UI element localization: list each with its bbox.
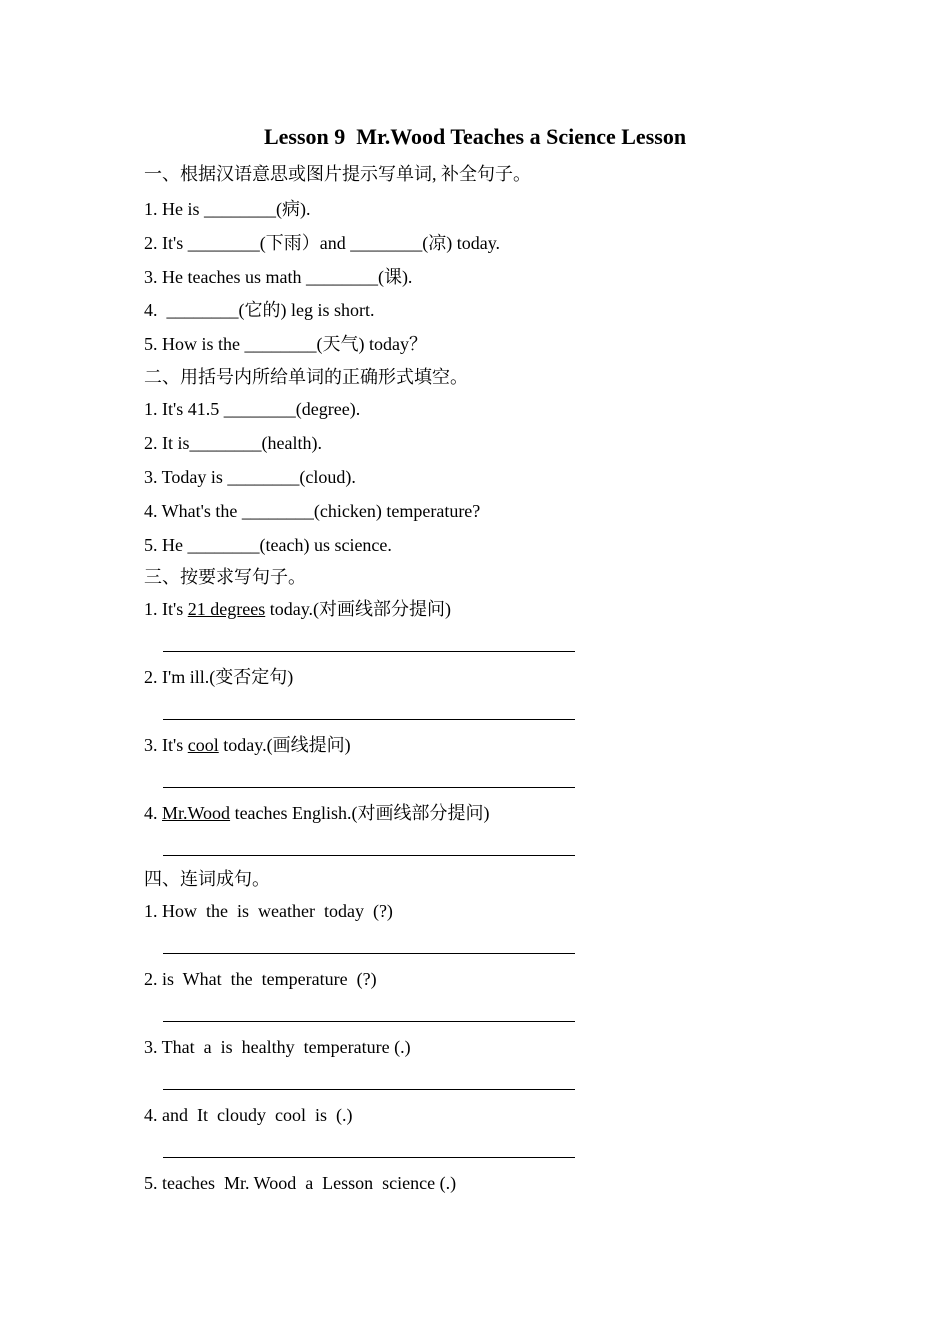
s2-question-2: 2. It is________(health). [144, 433, 322, 453]
s4-question-4: 4. and It cloudy cool is (.) [144, 1105, 353, 1125]
s1-question-5: 5. How is the ________(天气) today？ [144, 334, 427, 354]
s3-q4-pre: 4. [144, 803, 162, 823]
s3-question-3 [144, 733, 351, 757]
s2-question-5: 5. He ________(teach) us science. [144, 535, 392, 555]
s2-question-4: 4. What's the ________(chicken) temperature? [144, 501, 481, 521]
answer-line[interactable] [163, 953, 575, 954]
answer-line[interactable] [163, 1089, 575, 1090]
s3-q4-underlined: Mr.Wood [162, 803, 231, 823]
answer-line[interactable] [163, 855, 575, 856]
s4-question-3: 3. That a is healthy temperature (.) [144, 1037, 411, 1057]
page-title: Lesson 9 Mr.Wood Teaches a Science Lesson [263, 124, 687, 149]
s3-q4-post: teaches English.(对画线部分提问) [230, 803, 490, 823]
answer-line[interactable] [163, 1157, 575, 1158]
s3-q3-underlined: cool [187, 735, 219, 755]
s3-q2-pre: 2. I'm ill.(变否定句) [144, 667, 294, 687]
s1-question-4: 4. ________(它的) leg is short. [144, 300, 375, 320]
answer-line[interactable] [163, 651, 575, 652]
s3-q3-post: today.(画线提问) [218, 735, 351, 755]
s1-question-3: 3. He teaches us math ________(课). [144, 267, 413, 287]
answer-line[interactable] [163, 787, 575, 788]
s3-q1-pre: 1. It's [144, 599, 188, 619]
s3-question-2 [144, 665, 293, 689]
answer-line[interactable] [163, 1021, 575, 1022]
answer-line[interactable] [163, 719, 575, 720]
section-2-heading: 二、用括号内所给单词的正确形式填空。 [144, 367, 468, 387]
s1-question-2: 2. It's ________(下雨）and ________(凉) today. [144, 233, 501, 253]
section-1-heading: 一、根据汉语意思或图片提示写单词, 补全句子。 [144, 164, 531, 184]
s4-question-5: 5. teaches Mr. Wood a Lesson science (.) [144, 1173, 457, 1193]
s3-question-1 [144, 597, 451, 621]
s1-question-1: 1. He is ________(病). [144, 199, 311, 219]
s4-question-1: 1. How the is weather today (?) [144, 901, 393, 921]
s3-q1-underlined: 21 degrees [187, 599, 266, 619]
s3-q3-pre: 3. It's [144, 735, 188, 755]
s3-question-4 [144, 801, 490, 825]
s2-question-3: 3. Today is ________(cloud). [144, 467, 356, 487]
section-4-heading: 四、连词成句。 [144, 869, 270, 889]
s2-question-1: 1. It's 41.5 ________(degree). [144, 399, 361, 419]
section-3-heading: 三、按要求写句子。 [144, 567, 306, 587]
s3-q1-post: today.(对画线部分提问) [265, 599, 452, 619]
s4-question-2: 2. is What the temperature (?) [144, 969, 377, 989]
